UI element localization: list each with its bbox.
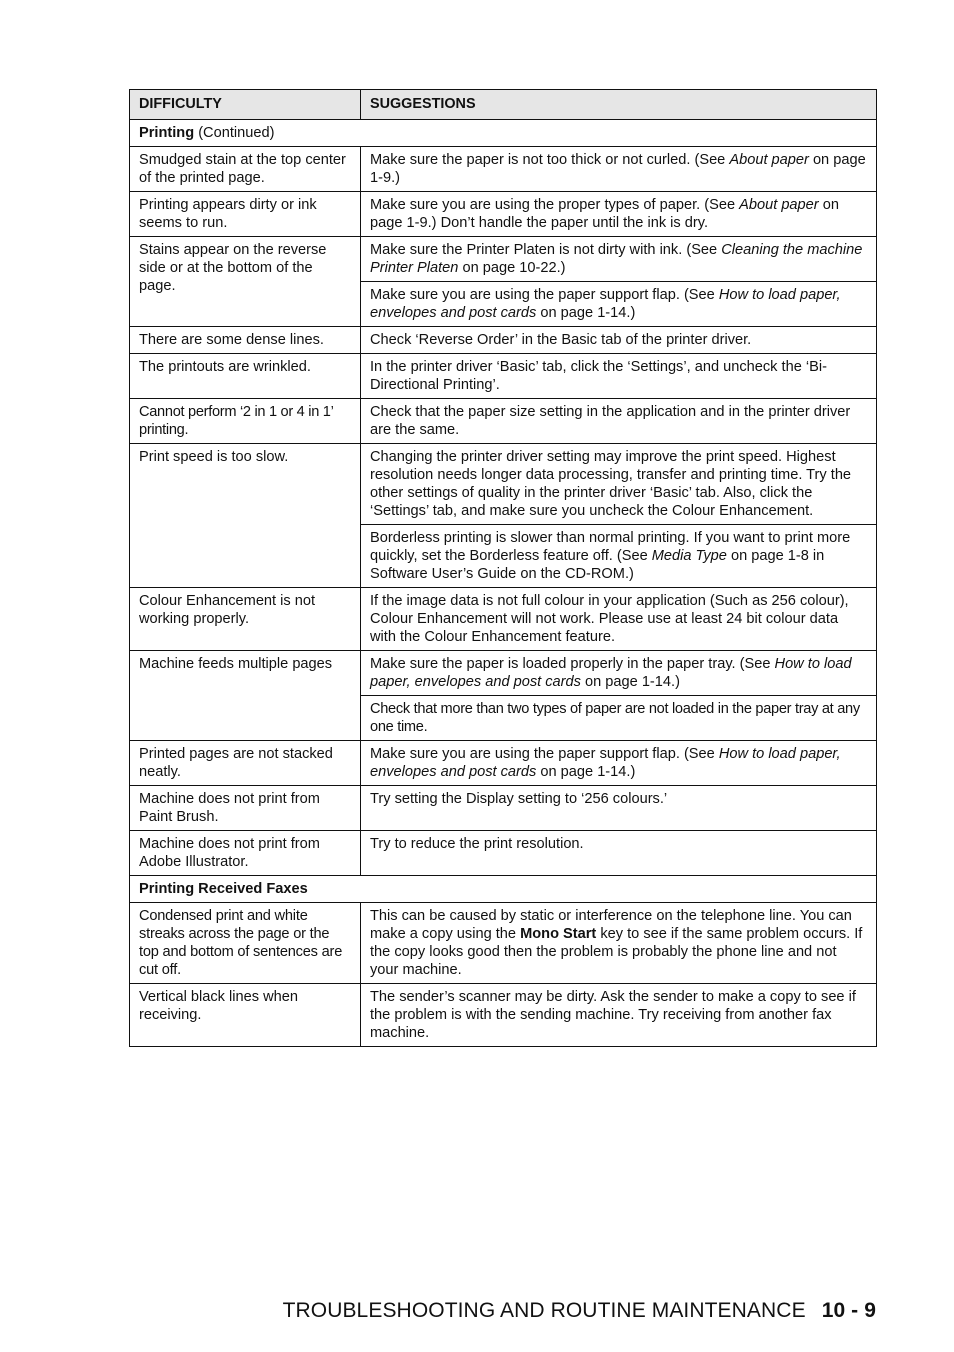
section-row-printing (130, 120, 877, 147)
text-run: on page 10-22.) (458, 260, 566, 276)
text-run: Make sure the paper is not too thick or not curled. (See (370, 152, 730, 168)
difficulty-cell: There are some dense lines. (130, 327, 361, 354)
text-run: Make sure you are using the paper support flap. (See (370, 746, 719, 762)
difficulty-cell: Cannot perform ‘2 in 1 or 4 in 1’ printing. (130, 399, 361, 444)
text-run: In the printer driver ‘Basic’ tab, click the ‘Settings’, and uncheck the ‘Bi-Directional Printing’. (370, 359, 827, 393)
text-run: If the image data is not full colour in your application (Such as 256 colour), Colour Enhancement will not work. Please use at least 24 bit colour data with the Colour Enhancement feature. (370, 593, 849, 645)
suggestion-cell (361, 237, 877, 282)
section-suffix: (Continued) (194, 125, 275, 141)
difficulty-cell: Stains appear on the reverse side or at the bottom of the page. (130, 237, 361, 327)
suggestion-cell (361, 984, 877, 1047)
text-run: on page 1-8 in Software User’s Guide on the CD-ROM.) (370, 548, 825, 582)
italic-reference: Cleaning the machine Printer Platen (370, 242, 863, 276)
suggestion-cell (361, 651, 877, 696)
text-run: Make sure the paper is loaded properly in the paper tray. (See (370, 656, 775, 672)
text-run: Check ‘Reverse Order’ in the Basic tab of the printer driver. (370, 332, 752, 348)
difficulty-cell: The printouts are wrinkled. (130, 354, 361, 399)
section-title: Printing (139, 125, 195, 141)
text-run: on page 1-14.) (580, 674, 680, 690)
suggestion-cell (361, 786, 877, 831)
difficulty-cell: Printed pages are not stacked neatly. (130, 741, 361, 786)
table-row (130, 192, 877, 237)
table-header-row (130, 90, 877, 120)
text-run: Try to reduce the print resolution. (370, 836, 584, 852)
difficulty-cell: Smudged stain at the top center of the printed page. (130, 147, 361, 192)
text-run: on page 1-14.) (536, 305, 636, 321)
table-row (130, 354, 877, 399)
bold-key-name: Mono Start (520, 926, 597, 942)
difficulty-cell: Machine feeds multiple pages (130, 651, 361, 741)
italic-reference: About paper (739, 197, 819, 213)
table-row (130, 831, 877, 876)
section-heading-faxes (130, 876, 877, 903)
suggestion-cell (361, 741, 877, 786)
text-run: Make sure you are using the proper types of paper. (See (370, 197, 740, 213)
section-title: Printing Received Faxes (139, 881, 308, 897)
text-run: The sender’s scanner may be dirty. Ask the sender to make a copy to see if the problem is with the sending machine. Try receiving from another fax machine. (370, 989, 856, 1041)
table-row (130, 588, 877, 651)
section-row-faxes (130, 876, 877, 903)
suggestion-cell (361, 525, 877, 588)
suggestion-cell (361, 192, 877, 237)
text-run: Check that more than two types of paper are not loaded in the paper tray at any one time. (370, 701, 860, 735)
page-footer (283, 1299, 876, 1323)
difficulty-cell: Condensed print and white streaks across the page or the top and bottom of sentences are cut off. (130, 903, 361, 984)
difficulty-cell: Colour Enhancement is not working properly. (130, 588, 361, 651)
table-row (130, 444, 877, 525)
text-run: Try setting the Display setting to ‘256 colours.’ (370, 791, 668, 807)
suggestion-cell (361, 696, 877, 741)
suggestion-cell (361, 444, 877, 525)
text-run: on page 1-9.) (370, 152, 866, 186)
italic-reference: About paper (729, 152, 809, 168)
troubleshooting-table (129, 89, 877, 1047)
difficulty-cell: Vertical black lines when receiving. (130, 984, 361, 1047)
table-row (130, 741, 877, 786)
suggestion-cell (361, 354, 877, 399)
text-run: key to see if the same problem occurs. If the copy looks good then the problem is probably the phone line and not your machine. (370, 926, 863, 978)
table-row (130, 786, 877, 831)
text-run: on page 1-14.) (536, 764, 636, 780)
table-row (130, 903, 877, 984)
italic-reference: How to load paper, envelopes and post cards (370, 656, 852, 690)
suggestion-cell (361, 327, 877, 354)
page-number: 10 - 9 (821, 1299, 876, 1322)
text-run: This can be caused by static or interference on the telephone line. You can make a copy using the (370, 908, 852, 942)
italic-reference: How to load paper, envelopes and post cards (370, 746, 841, 780)
chapter-title: TROUBLESHOOTING AND ROUTINE MAINTENANCE (282, 1299, 806, 1322)
table-row (130, 984, 877, 1047)
text-run: Make sure the Printer Platen is not dirty with ink. (See (370, 242, 722, 258)
table-row (130, 399, 877, 444)
difficulty-cell: Printing appears dirty or ink seems to run. (130, 192, 361, 237)
table-row (130, 327, 877, 354)
table-row (130, 237, 877, 282)
text-run: Check that the paper size setting in the application and in the printer driver are the same. (370, 404, 851, 438)
difficulty-cell: Machine does not print from Paint Brush. (130, 786, 361, 831)
column-header-difficulty: DIFFICULTY (130, 90, 361, 120)
table-row (130, 651, 877, 696)
suggestion-cell (361, 147, 877, 192)
italic-reference: Media Type (651, 548, 727, 564)
text-run: Borderless printing is slower than normal printing. If you want to print more quickly, set the Borderless feature off. (See (370, 530, 851, 564)
suggestion-cell (361, 282, 877, 327)
table-row (130, 147, 877, 192)
section-heading-printing (130, 120, 877, 147)
suggestion-cell (361, 903, 877, 984)
text-run: Make sure you are using the paper support flap. (See (370, 287, 719, 303)
suggestion-cell (361, 588, 877, 651)
column-header-suggestions: SUGGESTIONS (361, 90, 877, 120)
suggestion-cell (361, 831, 877, 876)
difficulty-cell: Machine does not print from Adobe Illustrator. (130, 831, 361, 876)
text-run: Changing the printer driver setting may improve the print speed. Highest resolution needs longer data processing, transfer and printing time. Try the other settings of quality in the printer driver ‘Basic’ tab. Also, click the ‘Settings’ tab, and make sure you uncheck the Colour Enhancement. (370, 449, 852, 519)
difficulty-cell: Print speed is too slow. (130, 444, 361, 588)
italic-reference: How to load paper, envelopes and post cards (370, 287, 841, 321)
suggestion-cell (361, 399, 877, 444)
text-run: on page 1-9.) Don’t handle the paper until the ink is dry. (370, 197, 839, 231)
